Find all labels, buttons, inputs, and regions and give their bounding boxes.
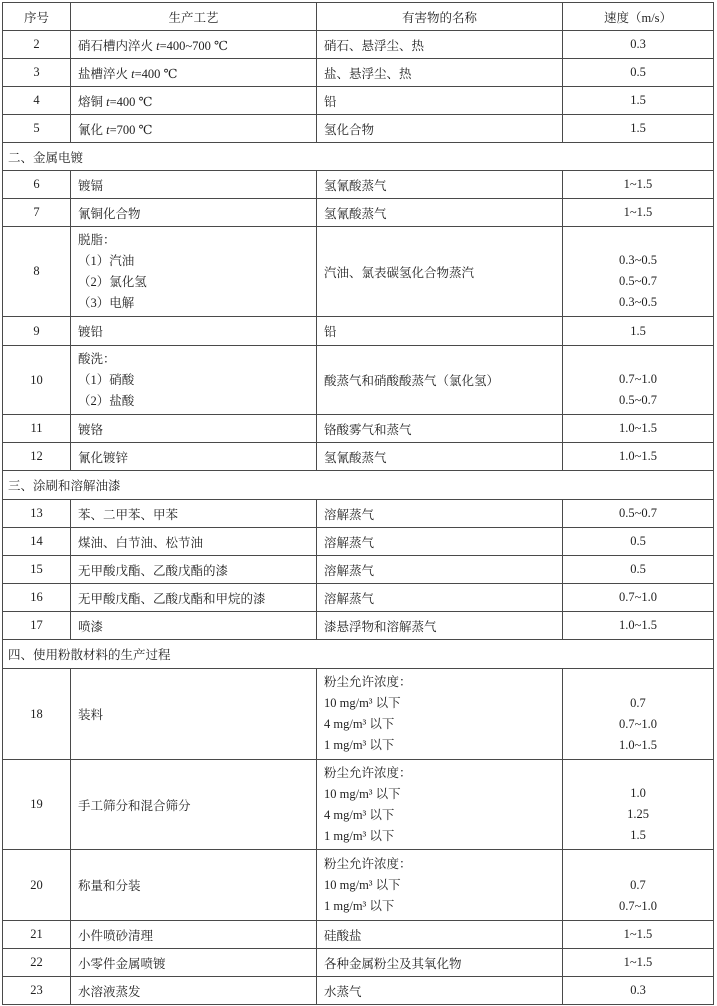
substance-cell: 铅	[317, 87, 563, 114]
table-row	[3, 415, 714, 443]
process-line: （2）氯化氢	[78, 274, 147, 289]
table-row	[3, 528, 714, 556]
substance-cell	[317, 760, 563, 849]
process-cell: 小零件金属喷镀	[71, 949, 317, 976]
section-row	[3, 143, 714, 171]
header-process: 生产工艺	[71, 3, 317, 30]
row-number: 8	[3, 227, 71, 316]
table-row	[3, 977, 714, 1005]
speed-cell	[563, 346, 714, 414]
speed-value: 0.7	[630, 696, 646, 710]
table-row	[3, 500, 714, 528]
section-title: 四、使用粉散材料的生产过程	[3, 640, 714, 668]
process-prefix: 硝石槽内淬火	[78, 38, 157, 53]
table-row	[3, 87, 714, 115]
table-row	[3, 556, 714, 584]
process-prefix: 熔铜	[78, 94, 107, 109]
row-number: 5	[3, 115, 71, 142]
temperature-variable: t	[106, 122, 110, 137]
row-number: 13	[3, 500, 71, 527]
row-number: 12	[3, 443, 71, 470]
speed-value: 1.25	[627, 807, 649, 821]
table-row	[3, 949, 714, 977]
table-row	[3, 346, 714, 415]
substance-lines	[324, 763, 412, 847]
section-row	[3, 640, 714, 669]
process-prefix: 氰化	[78, 122, 107, 137]
substance-cell: 各种金属粉尘及其氧化物	[317, 949, 563, 976]
speed-lines	[627, 783, 649, 846]
process-cell: 装料	[71, 669, 317, 759]
table-row	[3, 31, 714, 59]
substance-cell: 硅酸盐	[317, 921, 563, 948]
temperature-variable: t	[106, 94, 110, 109]
row-number: 14	[3, 528, 71, 555]
speed-cell: 1.5	[563, 317, 714, 345]
speed-value: 0.7	[630, 878, 646, 892]
process-cell: 水溶液蒸发	[71, 977, 317, 1004]
process-text	[78, 36, 228, 54]
speed-cell: 1.0~1.5	[563, 415, 714, 442]
row-number: 4	[3, 87, 71, 114]
speed-cell: 0.3	[563, 977, 714, 1004]
speed-cell: 1.5	[563, 115, 714, 142]
process-line: （1）汽油	[78, 253, 135, 268]
process-line: （1）硝酸	[78, 372, 135, 387]
process-cell	[71, 227, 317, 316]
row-number: 19	[3, 760, 71, 849]
row-number: 21	[3, 921, 71, 948]
substance-cell: 氢化合物	[317, 115, 563, 142]
process-lines	[78, 230, 147, 314]
process-cell: 镀铅	[71, 317, 317, 345]
row-number: 18	[3, 669, 71, 759]
speed-value: 0.7~1.0	[618, 372, 657, 386]
speed-cell	[563, 760, 714, 849]
speed-cell: 0.5	[563, 556, 714, 583]
substance-cell: 酸蒸气和硝酸酸蒸气（氯化氢）	[317, 346, 563, 414]
section-title: 三、涂刷和溶解油漆	[3, 471, 714, 499]
speed-value: 0.5~0.7	[618, 274, 657, 288]
table-header-row	[3, 3, 714, 31]
process-suffix: =700 ℃	[109, 122, 153, 137]
header-substance: 有害物的名称	[317, 3, 563, 30]
substance-lines	[324, 672, 412, 756]
speed-cell: 1.0~1.5	[563, 612, 714, 639]
process-cell: 氰化镀锌	[71, 443, 317, 470]
speed-cell: 0.3	[563, 31, 714, 58]
speed-lines	[619, 875, 657, 917]
row-number: 11	[3, 415, 71, 442]
process-line: （3）电解	[78, 295, 135, 310]
table-row	[3, 669, 714, 760]
speed-value: 1.5	[630, 828, 646, 842]
process-cell	[71, 115, 317, 142]
substance-cell: 硝石、悬浮尘、热	[317, 31, 563, 58]
row-number: 23	[3, 977, 71, 1004]
speed-cell: 1.0~1.5	[563, 443, 714, 470]
process-cell: 无甲酸戊酯、乙酸戊酯和甲烷的漆	[71, 584, 317, 611]
row-number: 7	[3, 199, 71, 226]
process-cell: 镀镉	[71, 171, 317, 198]
substance-cell: 铬酸雾气和蒸气	[317, 415, 563, 442]
table-row	[3, 171, 714, 199]
substance-cell	[317, 850, 563, 920]
process-cell	[71, 87, 317, 114]
speed-value: 1.0~1.5	[618, 738, 657, 752]
table-row	[3, 443, 714, 471]
row-number: 17	[3, 612, 71, 639]
process-prefix: 盐槽淬火	[78, 66, 132, 81]
substance-line: 粉尘允许浓度：	[324, 675, 412, 689]
process-cell	[71, 59, 317, 86]
speed-lines	[619, 693, 657, 756]
process-cell: 小件喷砂清理	[71, 921, 317, 948]
substance-cell: 铅	[317, 317, 563, 345]
row-number: 3	[3, 59, 71, 86]
substance-line: 10 mg/m³ 以下	[324, 877, 401, 892]
process-suffix: =400 ℃	[134, 66, 178, 81]
substance-line: 1 mg/m³ 以下	[324, 738, 395, 752]
speed-value: 0.7~1.0	[618, 717, 657, 731]
row-number: 16	[3, 584, 71, 611]
substance-cell: 水蒸气	[317, 977, 563, 1004]
process-text	[78, 92, 153, 110]
row-number: 22	[3, 949, 71, 976]
substance-line: 4 mg/m³ 以下	[324, 807, 395, 822]
substance-line: 10 mg/m³ 以下	[324, 696, 401, 710]
substance-line: 4 mg/m³ 以下	[324, 717, 395, 731]
process-line: （2）盐酸	[78, 393, 135, 408]
table-row	[3, 199, 714, 227]
speed-cell: 0.7~1.0	[563, 584, 714, 611]
process-cell: 镀铬	[71, 415, 317, 442]
speed-cell: 1~1.5	[563, 199, 714, 226]
substance-cell: 溶解蒸气	[317, 584, 563, 611]
speed-cell: 1~1.5	[563, 171, 714, 198]
header-number: 序号	[3, 3, 71, 30]
process-cell: 无甲酸戊酯、乙酸戊酯的漆	[71, 556, 317, 583]
row-number: 10	[3, 346, 71, 414]
process-cell	[71, 346, 317, 414]
substance-line: 粉尘允许浓度：	[324, 856, 412, 871]
table-row	[3, 59, 714, 87]
speed-cell	[563, 850, 714, 920]
speed-value: 0.3~0.5	[618, 253, 657, 267]
row-number: 6	[3, 171, 71, 198]
speed-cell	[563, 227, 714, 316]
speed-cell	[563, 669, 714, 759]
substance-line: 粉尘允许浓度：	[324, 765, 412, 780]
substance-line: 1 mg/m³ 以下	[324, 828, 395, 843]
temperature-variable: t	[131, 66, 135, 81]
section-row	[3, 471, 714, 500]
row-number: 9	[3, 317, 71, 345]
speed-value: 1.0	[630, 786, 646, 800]
speed-value: 0.7~1.0	[618, 899, 657, 913]
speed-cell: 0.5~0.7	[563, 500, 714, 527]
speed-cell: 1~1.5	[563, 921, 714, 948]
header-speed: 速度（m/s）	[563, 3, 714, 30]
speed-cell: 0.5	[563, 59, 714, 86]
process-cell: 煤油、白节油、松节油	[71, 528, 317, 555]
speed-cell: 1.5	[563, 87, 714, 114]
table-row	[3, 115, 714, 143]
process-lines	[78, 349, 134, 412]
substance-cell	[317, 669, 563, 759]
process-suffix: =400 ℃	[109, 94, 153, 109]
process-cell: 苯、二甲苯、甲苯	[71, 500, 317, 527]
speed-cell: 0.5	[563, 528, 714, 555]
temperature-variable: t	[156, 38, 160, 53]
substance-line: 10 mg/m³ 以下	[324, 786, 401, 801]
process-cell: 手工筛分和混合筛分	[71, 760, 317, 849]
table-row	[3, 921, 714, 949]
process-line: 酸洗：	[78, 351, 116, 366]
substance-cell: 溶解蒸气	[317, 528, 563, 555]
process-suffix: =400~700 ℃	[159, 38, 229, 53]
substance-cell: 盐、悬浮尘、热	[317, 59, 563, 86]
table-row	[3, 760, 714, 850]
speed-value: 0.5~0.7	[618, 393, 657, 407]
process-cell: 氰铜化合物	[71, 199, 317, 226]
table-row	[3, 584, 714, 612]
speed-lines	[619, 250, 657, 313]
exhaust-speed-table	[2, 2, 714, 1005]
speed-lines	[619, 369, 657, 411]
table-row	[3, 227, 714, 317]
substance-cell: 漆悬浮物和溶解蒸气	[317, 612, 563, 639]
process-line: 脱脂：	[78, 232, 116, 247]
substance-cell: 溶解蒸气	[317, 556, 563, 583]
substance-cell: 氢氰酸蒸气	[317, 199, 563, 226]
substance-cell: 氢氰酸蒸气	[317, 443, 563, 470]
substance-lines	[324, 854, 412, 917]
substance-cell: 氢氰酸蒸气	[317, 171, 563, 198]
table-row	[3, 317, 714, 346]
row-number: 15	[3, 556, 71, 583]
row-number: 20	[3, 850, 71, 920]
section-title: 二、金属电镀	[3, 143, 714, 170]
row-number: 2	[3, 31, 71, 58]
process-text	[78, 120, 153, 138]
substance-cell: 汽油、氯表碳氢化合物蒸汽	[317, 227, 563, 316]
table-row	[3, 612, 714, 640]
substance-line: 1 mg/m³ 以下	[324, 898, 395, 913]
substance-cell: 溶解蒸气	[317, 500, 563, 527]
speed-cell: 1~1.5	[563, 949, 714, 976]
table-row	[3, 850, 714, 921]
process-cell: 喷漆	[71, 612, 317, 639]
process-cell	[71, 31, 317, 58]
process-text	[78, 64, 178, 82]
process-cell: 称量和分装	[71, 850, 317, 920]
speed-value: 0.3~0.5	[618, 295, 657, 309]
